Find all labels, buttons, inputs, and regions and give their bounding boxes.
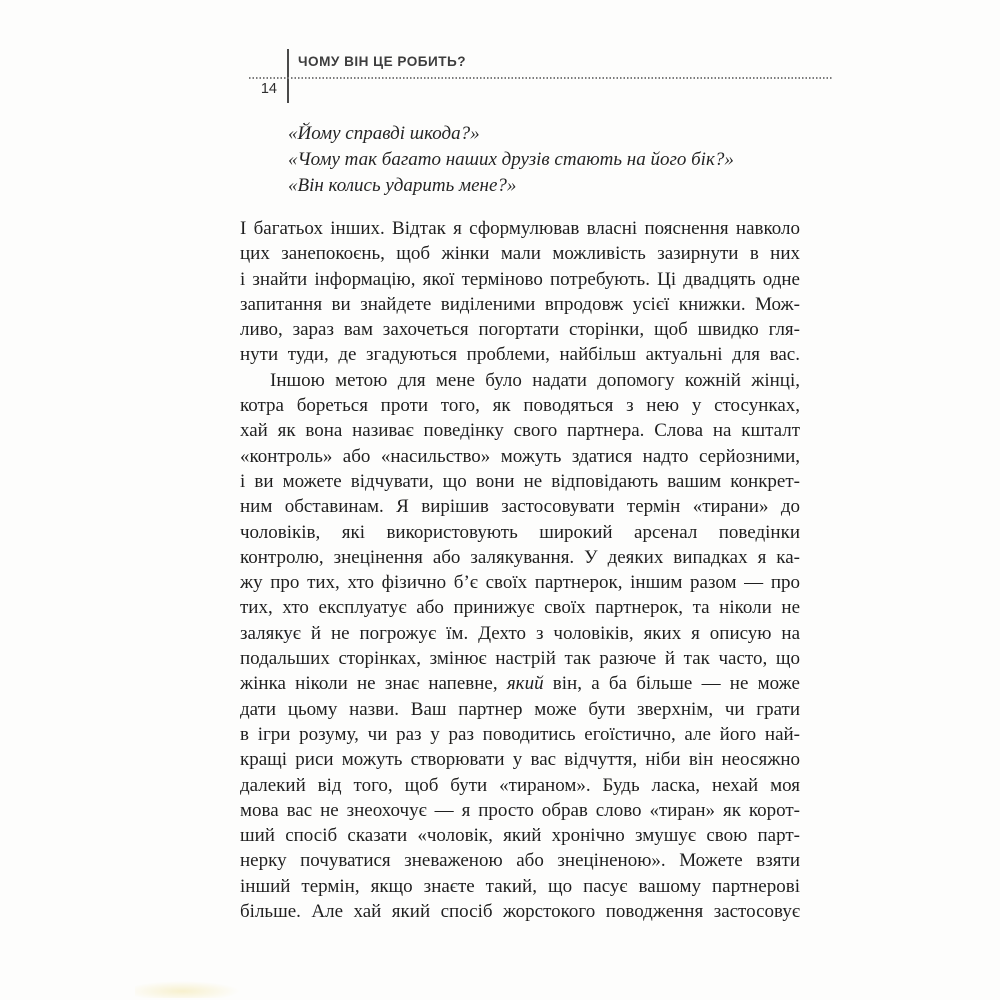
page-number: 14 [260, 81, 277, 97]
text-line: тих, хто експлуатує або принижує своїх партнерок, та ніколи не [240, 597, 800, 619]
quote-line: «Він колись ударить мене?» [288, 175, 517, 196]
text-line: кращі риси можуть створювати у вас відчуття, ніби він неосяжно [240, 749, 800, 771]
header-divider-line [287, 49, 289, 103]
text-line: ним обставинам. Я вирішив застосовувати термін «тирани» до [240, 496, 800, 518]
text-line: ший спосіб сказати «чоловік, який хронічно змушує свою парт- [240, 825, 800, 847]
text-segment: він, а ба більше — не може [543, 673, 800, 695]
running-title: ЧОМУ ВІН ЦЕ РОБИТЬ? [298, 53, 467, 69]
text-line: залякує й не погрожує їм. Дехто з чоловіків, яких я описую на [240, 622, 800, 644]
text-line: котра бореться проти того, як поводяться з нею у стосунках, [240, 395, 800, 417]
text-line: і ви можете відчувати, що вони не відповідають вашим конкрет- [240, 470, 800, 492]
text-line: інший термін, якщо знаєте такий, що пасує вашому партнерові [240, 875, 800, 897]
paragraph [240, 216, 800, 368]
text-line: жу про тих, хто фізично б’є своїх партнерок, іншим разом — про [240, 572, 800, 594]
text-line: нути туди, де згадуються проблеми, найбільш актуальні для вас. [240, 344, 800, 366]
text-line: контролю, знецінення або залякування. У деяких випадках я ка- [240, 546, 800, 568]
text-line: хай як вона називає поведінку свого партнера. Слова на кшталт [240, 420, 800, 442]
quote-line: «Чому так багато наших друзів стають на його бік?» [288, 149, 734, 170]
text-line: ливо, зараз вам захочеться погортати сторінки, щоб швидко гля- [240, 319, 800, 341]
text-line: цих занепокоєнь, щоб жінки мали можливість зазирнути в них [240, 243, 800, 265]
quote-line: «Йому справді шкода?» [288, 123, 480, 144]
text-line: мова вас не знеохочує — я просто обрав слово «тиран» як корот- [240, 799, 800, 821]
body-text [240, 216, 800, 924]
text-line: «контроль» або «насильство» можуть здатися надто серйозними, [240, 445, 800, 467]
text-line: чоловіків, які використовують широкий арсенал поведінки [240, 521, 800, 543]
text-line: нерку почуватися зневаженою або знеціненою». Можете взяти [240, 850, 800, 872]
quote-block [288, 121, 768, 199]
text-segment: жінка ніколи не знає напевне, [240, 673, 507, 695]
text-line [240, 671, 800, 696]
paragraph [240, 368, 800, 925]
text-line: в ігри розуму, чи раз у раз поводитись егоїстично, але його най- [240, 723, 800, 745]
scan-smudge [135, 981, 240, 998]
text-line: подальших сторінках, змінює настрій так разюче й так часто, що [240, 648, 800, 670]
text-line: Іншою метою для мене було надати допомогу кожній жінці, [270, 369, 800, 391]
emphasized-word: який [506, 673, 544, 695]
header-dotted-rule [249, 77, 833, 79]
text-line: дати цьому назви. Ваш партнер може бути зверхнім, чи грати [240, 698, 800, 720]
text-line: і знайти інформацію, якої терміново потребують. Ці двадцять одне [240, 268, 800, 290]
text-line: більше. Але хай який спосіб жорстокого поводження застосовує [240, 901, 800, 923]
text-line: І багатьох інших. Відтак я сформулював власні пояснення навколо [240, 218, 800, 239]
text-line: далекий від того, щоб бути «тираном». Будь ласка, нехай моя [240, 774, 800, 796]
text-line: запитання ви знайдете виділеними впродовж усієї книжки. Мож- [240, 293, 800, 315]
